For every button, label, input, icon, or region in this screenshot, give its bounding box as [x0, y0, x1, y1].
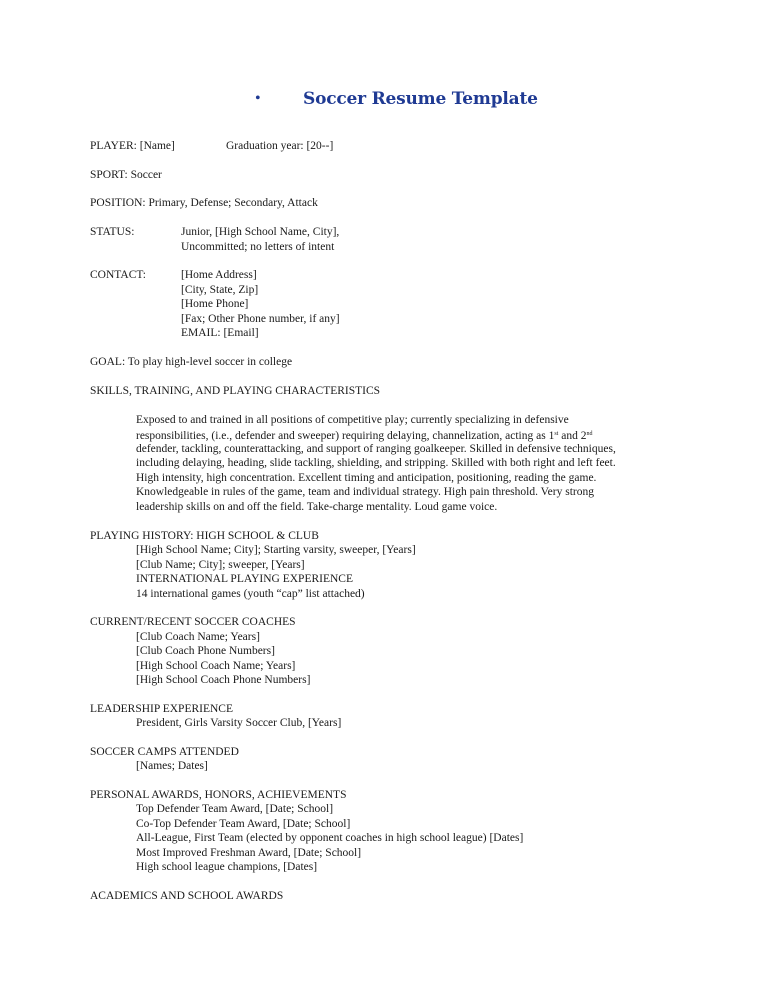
awards-line-5: High school league champions, [Dates] — [136, 861, 318, 873]
bullet-icon: • — [255, 90, 261, 107]
academics-heading: ACADEMICS AND SCHOOL AWARDS — [90, 890, 284, 902]
history-line-2: [Club Name; City]; sweeper, [Years] — [136, 559, 305, 571]
skills-line-5: High intensity, high concentration. Excellent timing and anticipation, positioning, reading the game. — [136, 472, 597, 484]
awards-line-1: Top Defender Team Award, [Date; School] — [136, 803, 334, 815]
skills-line-3: defender, tackling, counterattacking, and support of ranging goalkeeper. Skilled in defensive techniques, — [136, 443, 616, 455]
skills-line-6: Knowledgeable in rules of the game, team and individual strategy. High pain threshold. Very strong — [136, 486, 594, 498]
camps-heading: SOCCER CAMPS ATTENDED — [90, 746, 239, 758]
history-heading: PLAYING HISTORY: HIGH SCHOOL & CLUB — [90, 530, 319, 542]
sport-line: SPORT: Soccer — [90, 169, 162, 181]
status-line-2: Uncommitted; no letters of intent — [181, 241, 335, 253]
status-label: STATUS: — [90, 226, 135, 238]
leadership-line-1: President, Girls Varsity Soccer Club, [Years] — [136, 717, 342, 729]
player-line: PLAYER: [Name] — [90, 140, 175, 152]
coaches-line-2: [Club Coach Phone Numbers] — [136, 645, 275, 657]
skills-line-1: Exposed to and trained in all positions of competitive play; currently specializing in defensive — [136, 414, 569, 426]
awards-heading: PERSONAL AWARDS, HONORS, ACHIEVEMENTS — [90, 789, 347, 801]
awards-line-4: Most Improved Freshman Award, [Date; School] — [136, 847, 362, 859]
history-line-4: 14 international games (youth “cap” list attached) — [136, 588, 365, 600]
skills-line-2-text: responsibilities, (i.e., defender and sweeper) requiring delaying, channelization, acting as 1 — [136, 430, 555, 442]
skills-line-2-mid: and 2 — [558, 430, 587, 442]
skills-line-4: including delaying, heading, slide tackling, shielding, and stripping. Skilled with both right and left feet. — [136, 457, 616, 469]
coaches-line-3: [High School Coach Name; Years] — [136, 660, 296, 672]
graduation-year: Graduation year: [20--] — [226, 140, 334, 152]
skills-heading: SKILLS, TRAINING, AND PLAYING CHARACTERISTICS — [90, 385, 381, 397]
contact-line-4: [Fax; Other Phone number, if any] — [181, 313, 340, 325]
superscript-st: st — [554, 431, 559, 437]
awards-line-3: All-League, First Team (elected by opponent coaches in high school league) [Dates] — [136, 832, 524, 844]
leadership-heading: LEADERSHIP EXPERIENCE — [90, 703, 234, 715]
superscript-nd: nd — [586, 431, 593, 437]
history-line-1: [High School Name; City]; Starting varsity, sweeper, [Years] — [136, 544, 416, 556]
awards-line-2: Co-Top Defender Team Award, [Date; School] — [136, 818, 351, 830]
contact-line-2: [City, State, Zip] — [181, 284, 259, 296]
history-line-3: INTERNATIONAL PLAYING EXPERIENCE — [136, 573, 353, 585]
page-title: Soccer Resume Template — [303, 89, 538, 109]
goal-line: GOAL: To play high-level soccer in college — [90, 356, 293, 368]
contact-line-5: EMAIL: [Email] — [181, 327, 259, 339]
coaches-line-4: [High School Coach Phone Numbers] — [136, 674, 311, 686]
title-row — [0, 90, 768, 114]
contact-line-3: [Home Phone] — [181, 298, 249, 310]
skills-line-7: leadership skills on and off the field. Take-charge mentality. Loud game voice. — [136, 501, 498, 513]
coaches-line-1: [Club Coach Name; Years] — [136, 631, 260, 643]
contact-label: CONTACT: — [90, 269, 147, 281]
camps-line-1: [Names; Dates] — [136, 760, 208, 772]
status-line-1: Junior, [High School Name, City], — [181, 226, 340, 238]
contact-line-1: [Home Address] — [181, 269, 257, 281]
coaches-heading: CURRENT/RECENT SOCCER COACHES — [90, 616, 296, 628]
position-line: POSITION: Primary, Defense; Secondary, Attack — [90, 197, 318, 209]
